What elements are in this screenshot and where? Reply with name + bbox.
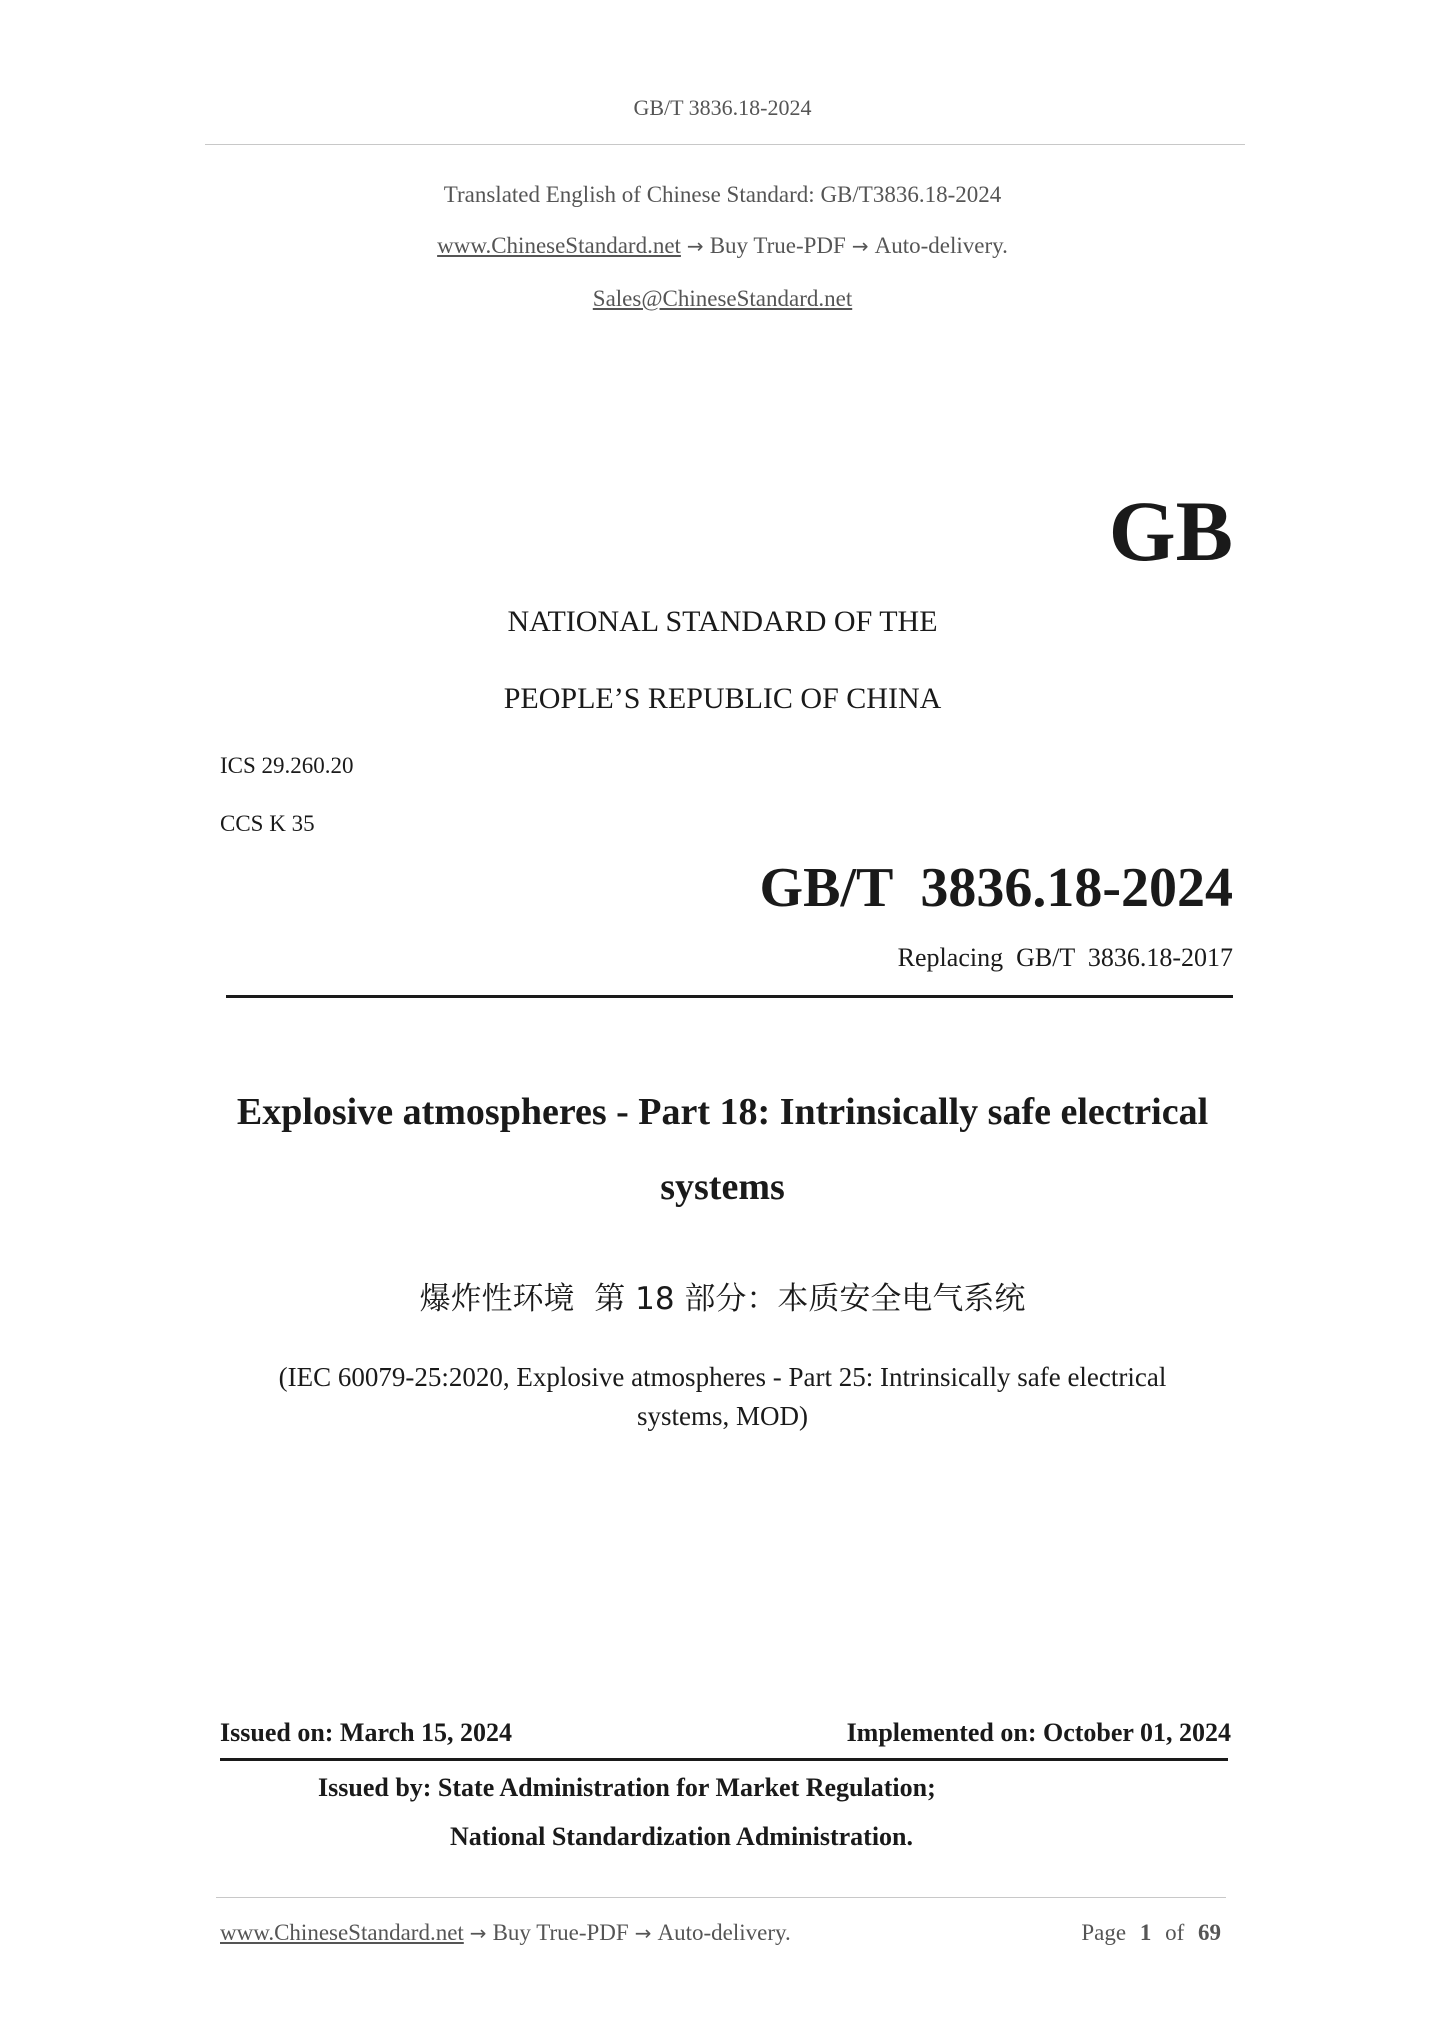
arrow-icon: → [469,1921,487,1945]
promo-line [0,233,1445,259]
title-chinese: 爆炸性环境 第 18 部分：本质安全电气系统 [419,1281,1026,1317]
running-header: GB/T 3836.18-2024 [633,95,812,120]
issued-by-line-2: National Standardization Administration. [450,1822,914,1851]
ccs-code: CCS K 35 [220,811,315,836]
footer-divider [216,1897,1226,1898]
buy-pdf-text: Buy True-PDF [709,233,846,258]
header-divider [205,144,1245,145]
site-link[interactable]: www.ChineseStandard.net [437,233,681,258]
footer-buy-text: Buy True-PDF [492,1920,629,1945]
auto-delivery-text: Auto-delivery. [874,233,1008,258]
page-indicator [1081,1920,1221,1946]
of-label: of [1165,1920,1185,1945]
footer-promo [220,1920,791,1946]
ics-code: ICS 29.260.20 [220,753,354,778]
title-english-line-2: systems [660,1166,785,1208]
dates-rule [220,1758,1228,1761]
standard-number: GB/T 3836.18-2024 [759,857,1233,919]
email-line [0,286,1445,312]
title-rule [226,995,1233,998]
page-number: 1 [1139,1920,1152,1945]
gb-mark: GB [1108,483,1233,579]
national-standard-line-1: NATIONAL STANDARD OF THE [507,605,938,638]
arrow-icon: → [686,234,704,258]
implemented-on-date: Implemented on: October 01, 2024 [846,1718,1231,1747]
national-standard-line-2: PEOPLE’S REPUBLIC OF CHINA [503,682,942,715]
page-total: 69 [1198,1920,1221,1945]
arrow-icon: → [851,234,869,258]
iec-reference-line-2: systems, MOD) [636,1401,808,1431]
footer-delivery-text: Auto-delivery. [657,1920,791,1945]
issued-on-date: Issued on: March 15, 2024 [220,1718,513,1747]
sales-email-link[interactable]: Sales@ChineseStandard.net [592,286,853,311]
page-label: Page [1081,1920,1127,1945]
issued-by-line-1: Issued by: State Administration for Market Regulation; [318,1773,936,1802]
arrow-icon: → [634,1921,652,1945]
title-english-line-1: Explosive atmospheres - Part 18: Intrinsically safe electrical [236,1091,1209,1133]
iec-reference-line-1: (IEC 60079-25:2020, Explosive atmospheres - Part 25: Intrinsically safe electrical [278,1362,1167,1392]
translation-notice: Translated English of Chinese Standard: GB/T3836.18-2024 [443,182,1002,207]
replacing-note: Replacing GB/T 3836.18-2017 [897,943,1233,972]
footer-site-link[interactable]: www.ChineseStandard.net [220,1920,464,1945]
